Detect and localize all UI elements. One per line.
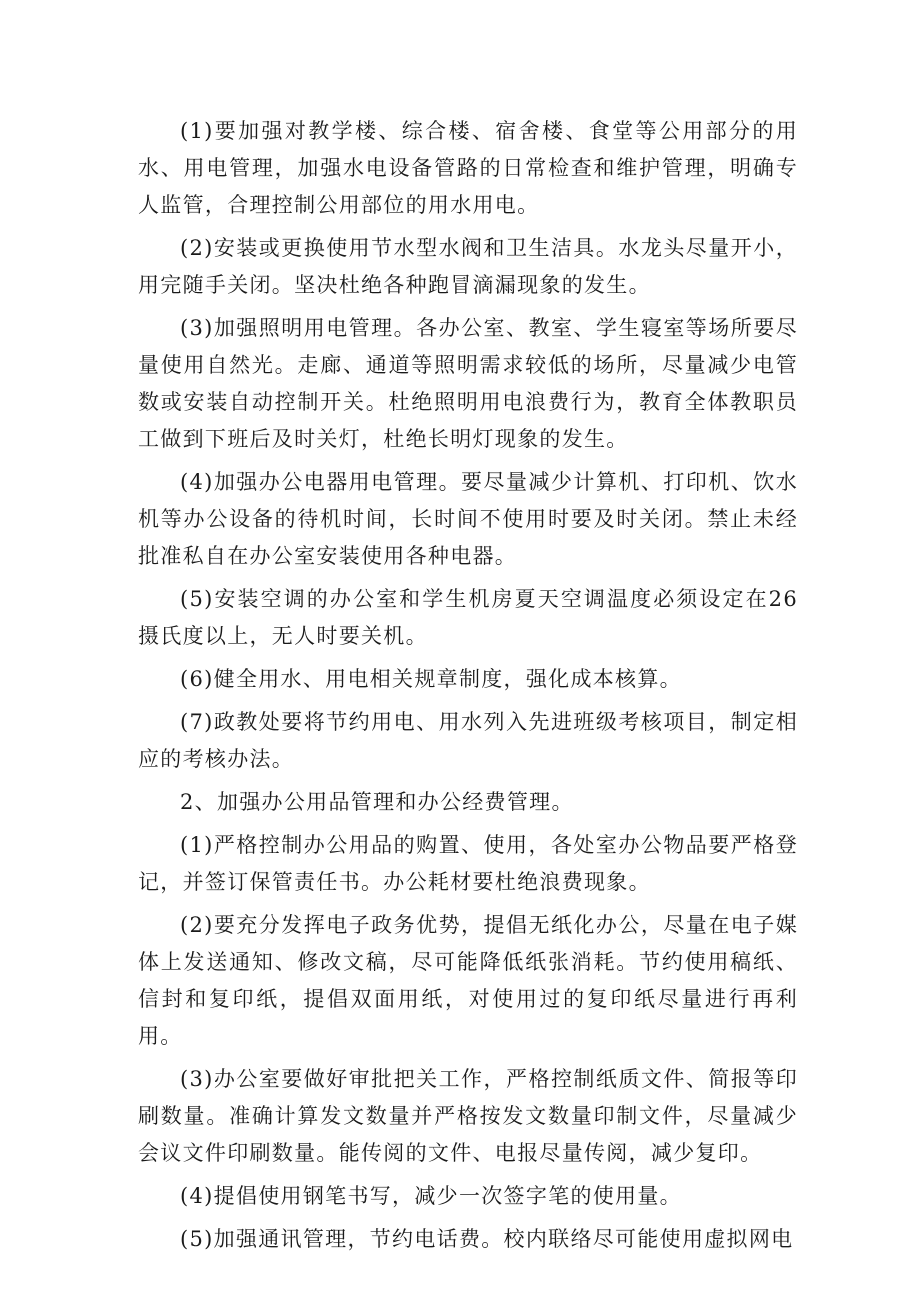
paragraph-7: (7)政教处要将节约用电、用水列入先进班级考核项目，制定相应的考核办法。 xyxy=(138,710,798,771)
paragraph-4: (4)加强办公电器用电管理。要尽量减少计算机、打印机、饮水机等办公设备的待机时间，长时间不使用时要及时关闭。禁止未经批准私自在办公室安装使用各种电器。 xyxy=(138,470,798,568)
paragraph-9: (2)要充分发挥电子政务优势，提倡无纸化办公，尽量在电子媒体上发送通知、修改文稿，尽可能降低纸张消耗。节约使用稿纸、信封和复印纸，提倡双面用纸，对使用过的复印纸尽量进行再利用。 xyxy=(138,913,798,1048)
paragraph-11: (4)提倡使用钢笔书写，减少一次签字笔的使用量。 xyxy=(180,1184,682,1208)
document-body xyxy=(138,113,798,1264)
paragraph-3: (3)加强照明用电管理。各办公室、教室、学生寝室等场所要尽量使用自然光。走廊、通道等照明需求较低的场所，尽量减少电管数或安装自动控制开关。杜绝照明用电浪费行为，教育全体教职员工做到下班后及时关灯，杜绝长明灯现象的发生。 xyxy=(138,316,798,451)
paragraph-1: (1)要加强对教学楼、综合楼、宿舍楼、食堂等公用部分的用水、用电管理，加强水电设备管路的日常检查和维护管理，明确专人监管，合理控制公用部位的用水用电。 xyxy=(138,119,798,217)
paragraph-8: (1)严格控制办公用品的购置、使用，各处室办公物品要严格登记，并签订保管责任书。办公耗材要杜绝浪费现象。 xyxy=(138,833,798,894)
paragraph-6: (6)健全用水、用电相关规章制度，强化成本核算。 xyxy=(180,667,682,691)
paragraph-2: (2)安装或更换使用节水型水阀和卫生洁具。水龙头尽量开小，用完随手关闭。坚决杜绝各种跑冒滴漏现象的发生。 xyxy=(138,236,798,297)
paragraph-10: (3)办公室要做好审批把关工作，严格控制纸质文件、简报等印刷数量。准确计算发文数量并严格按发文数量印制文件，尽量减少会议文件印刷数量。能传阅的文件、电报尽量传阅，减少复印。 xyxy=(138,1067,798,1165)
paragraph-5: (5)安装空调的办公室和学生机房夏天空调温度必须设定在26摄氏度以上，无人时要关机。 xyxy=(138,587,798,648)
section-heading-2: 2、加强办公用品管理和办公经费管理。 xyxy=(180,790,574,814)
paragraph-12: (5)加强通讯管理，节约电话费。校内联络尽可能使用虚拟网电 xyxy=(180,1227,794,1251)
